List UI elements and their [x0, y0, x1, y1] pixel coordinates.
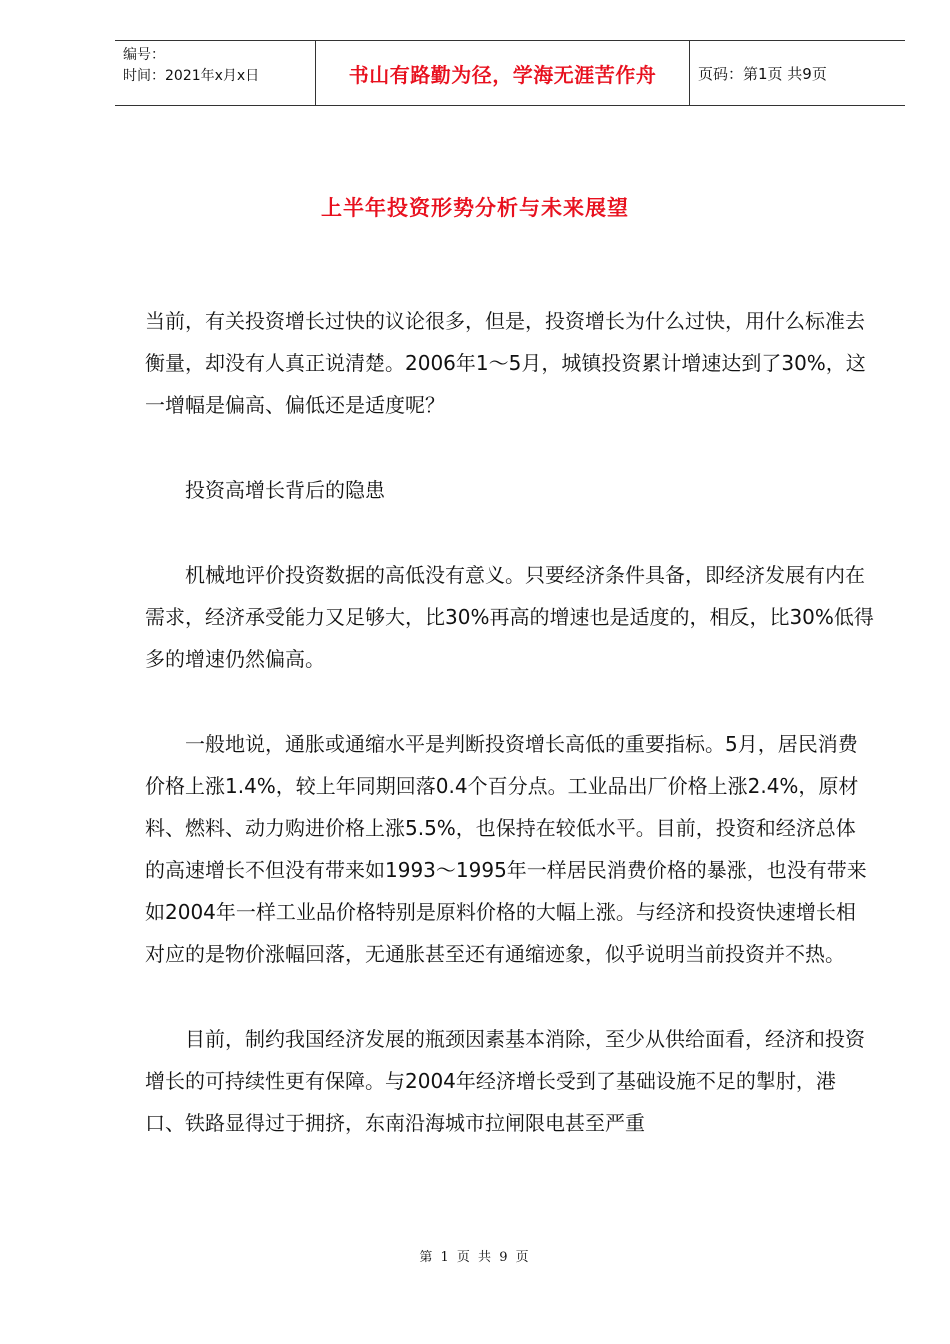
paragraph: 一般地说，通胀或通缩水平是判断投资增长高低的重要指标。5月，居民消费价格上涨1.4%，较上年同期回落0.4个百分点。工业品出厂价格上涨2.4%，原材料、燃料、动力购进价格上涨5.5%，也保持在较低水平。目前，投资和经济总体的高速增长不但没有带来如1993～1995年一样居民消费价格的暴涨，也没有带来如2004年一样工业品价格特别是原料价格的大幅上涨。与经济和投资快速增长相对应的是物价涨幅回落，无通胀甚至还有通缩迹象，似乎说明当前投资并不热。 — [145, 732, 867, 966]
page-footer: 第 1 页 共 9 页 — [419, 1250, 531, 1265]
serial-number-label: 编号： — [123, 47, 165, 63]
document-title: 上半年投资形势分析与未来展望 — [321, 196, 629, 220]
header-motto — [316, 41, 690, 105]
motto-text: 书山有路勤为径，学海无涯苦作舟 — [348, 62, 657, 87]
header-page-info — [690, 41, 905, 105]
paragraph-intro: 当前，有关投资增长过快的议论很多，但是，投资增长为什么过快，用什么标准去衡量，却没有人真正说清楚。2006年1～5月，城镇投资累计增速达到了30%，这一增幅是偏高、偏低还是适度呢？ — [145, 309, 866, 417]
document-body — [145, 300, 875, 1187]
section-heading: 投资高增长背后的隐患 — [185, 478, 385, 502]
paragraph: 目前，制约我国经济发展的瓶颈因素基本消除，至少从供给面看，经济和投资增长的可持续性更有保障。与2004年经济增长受到了基础设施不足的掣肘，港口、铁路显得过于拥挤，东南沿海城市拉闸限电甚至严重 — [145, 1027, 865, 1135]
paragraph: 机械地评价投资数据的高低没有意义。只要经济条件具备，即经济发展有内在需求，经济承受能力又足够大，比30%再高的增速也是适度的，相反，比30%低得多的增速仍然偏高。 — [145, 563, 874, 671]
document-header — [115, 40, 905, 106]
time-label: 时间：2021年x月x日 — [123, 68, 260, 84]
page-info-text: 页码：第1页 共9页 — [698, 64, 827, 83]
header-meta-cell — [115, 41, 316, 105]
